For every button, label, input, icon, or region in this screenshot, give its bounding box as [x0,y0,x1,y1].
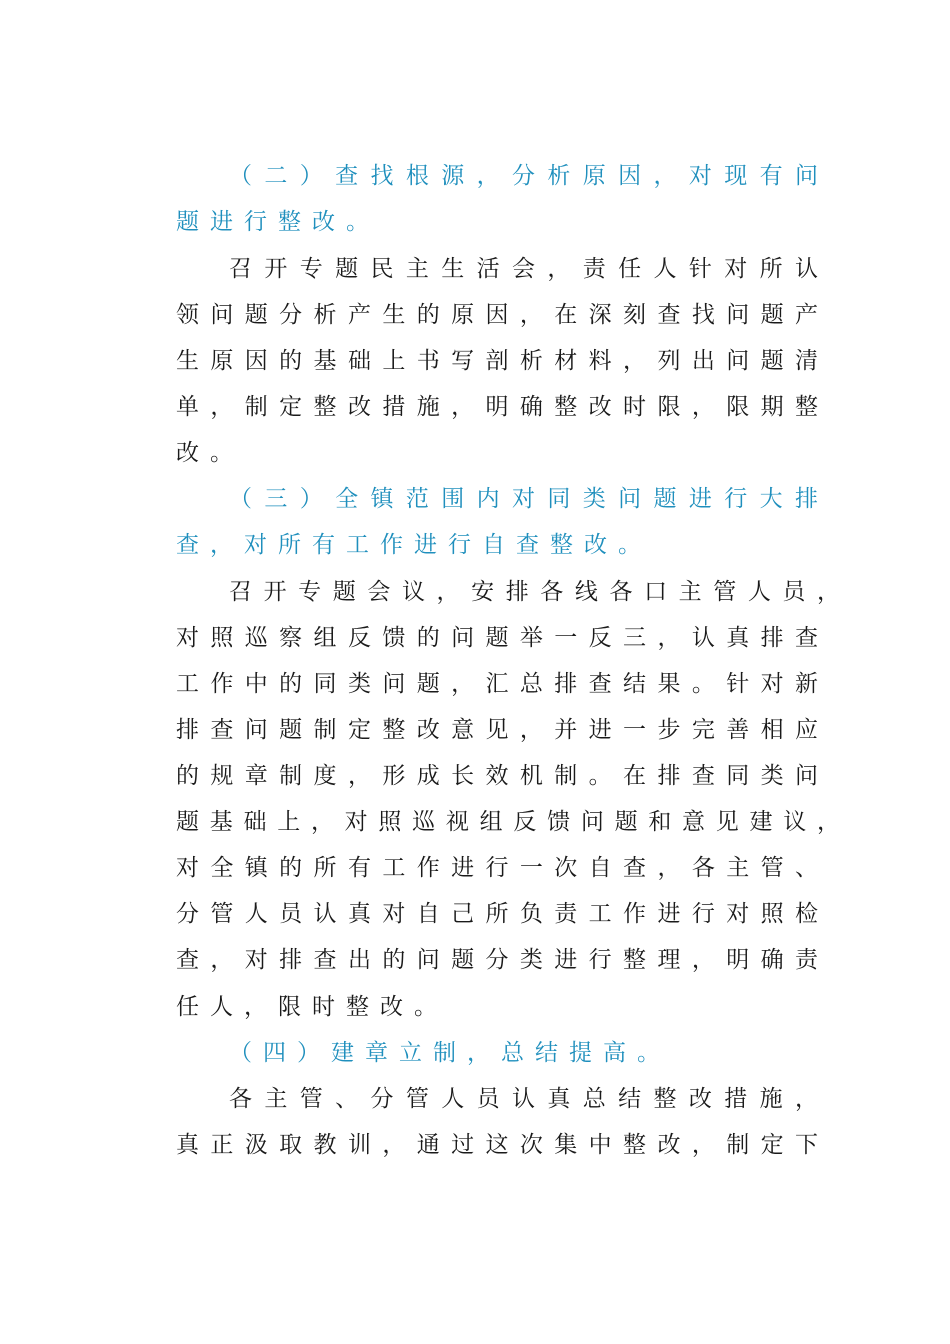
body-line: 题基础上，对照巡视组反馈问题和意见建议， [176,809,840,835]
heading-line: 题进行整改。 [176,209,380,235]
heading-line: （三）全镇范围内对同类问题进行大排 [229,486,818,512]
body-line: 工作中的同类问题，汇总排查结果。针对新 [176,671,818,697]
body-line: 的规章制度，形成长效机制。在排查同类问 [176,763,818,789]
heading-line: 查，对所有工作进行自查整改。 [176,532,652,558]
body-line: 对照巡察组反馈的问题举一反三，认真排查 [176,625,818,651]
body-line: 召开专题会议，安排各线各口主管人员， [229,579,840,605]
body-line: 召开专题民主生活会，责任人针对所认 [229,256,818,282]
body-line: 改。 [176,440,244,466]
body-line: 查，对排查出的问题分类进行整理，明确责 [176,947,818,973]
body-line: 各主管、分管人员认真总结整改措施， [229,1086,818,1112]
body-line: 任人，限时整改。 [176,994,448,1020]
body-line: 排查问题制定整改意见，并进一步完善相应 [176,717,818,743]
body-line: 真正汲取教训，通过这次集中整改，制定下 [176,1132,818,1158]
heading-line: （二）查找根源，分析原因，对现有问 [229,163,818,189]
body-line: 领问题分析产生的原因，在深刻查找问题产 [176,302,818,328]
heading-line: （四）建章立制，总结提高。 [229,1040,671,1066]
body-line: 生原因的基础上书写剖析材料，列出问题清 [176,348,818,374]
body-line: 单，制定整改措施，明确整改时限，限期整 [176,394,818,420]
body-line: 分管人员认真对自己所负责工作进行对照检 [176,901,818,927]
body-line: 对全镇的所有工作进行一次自查，各主管、 [176,855,818,881]
